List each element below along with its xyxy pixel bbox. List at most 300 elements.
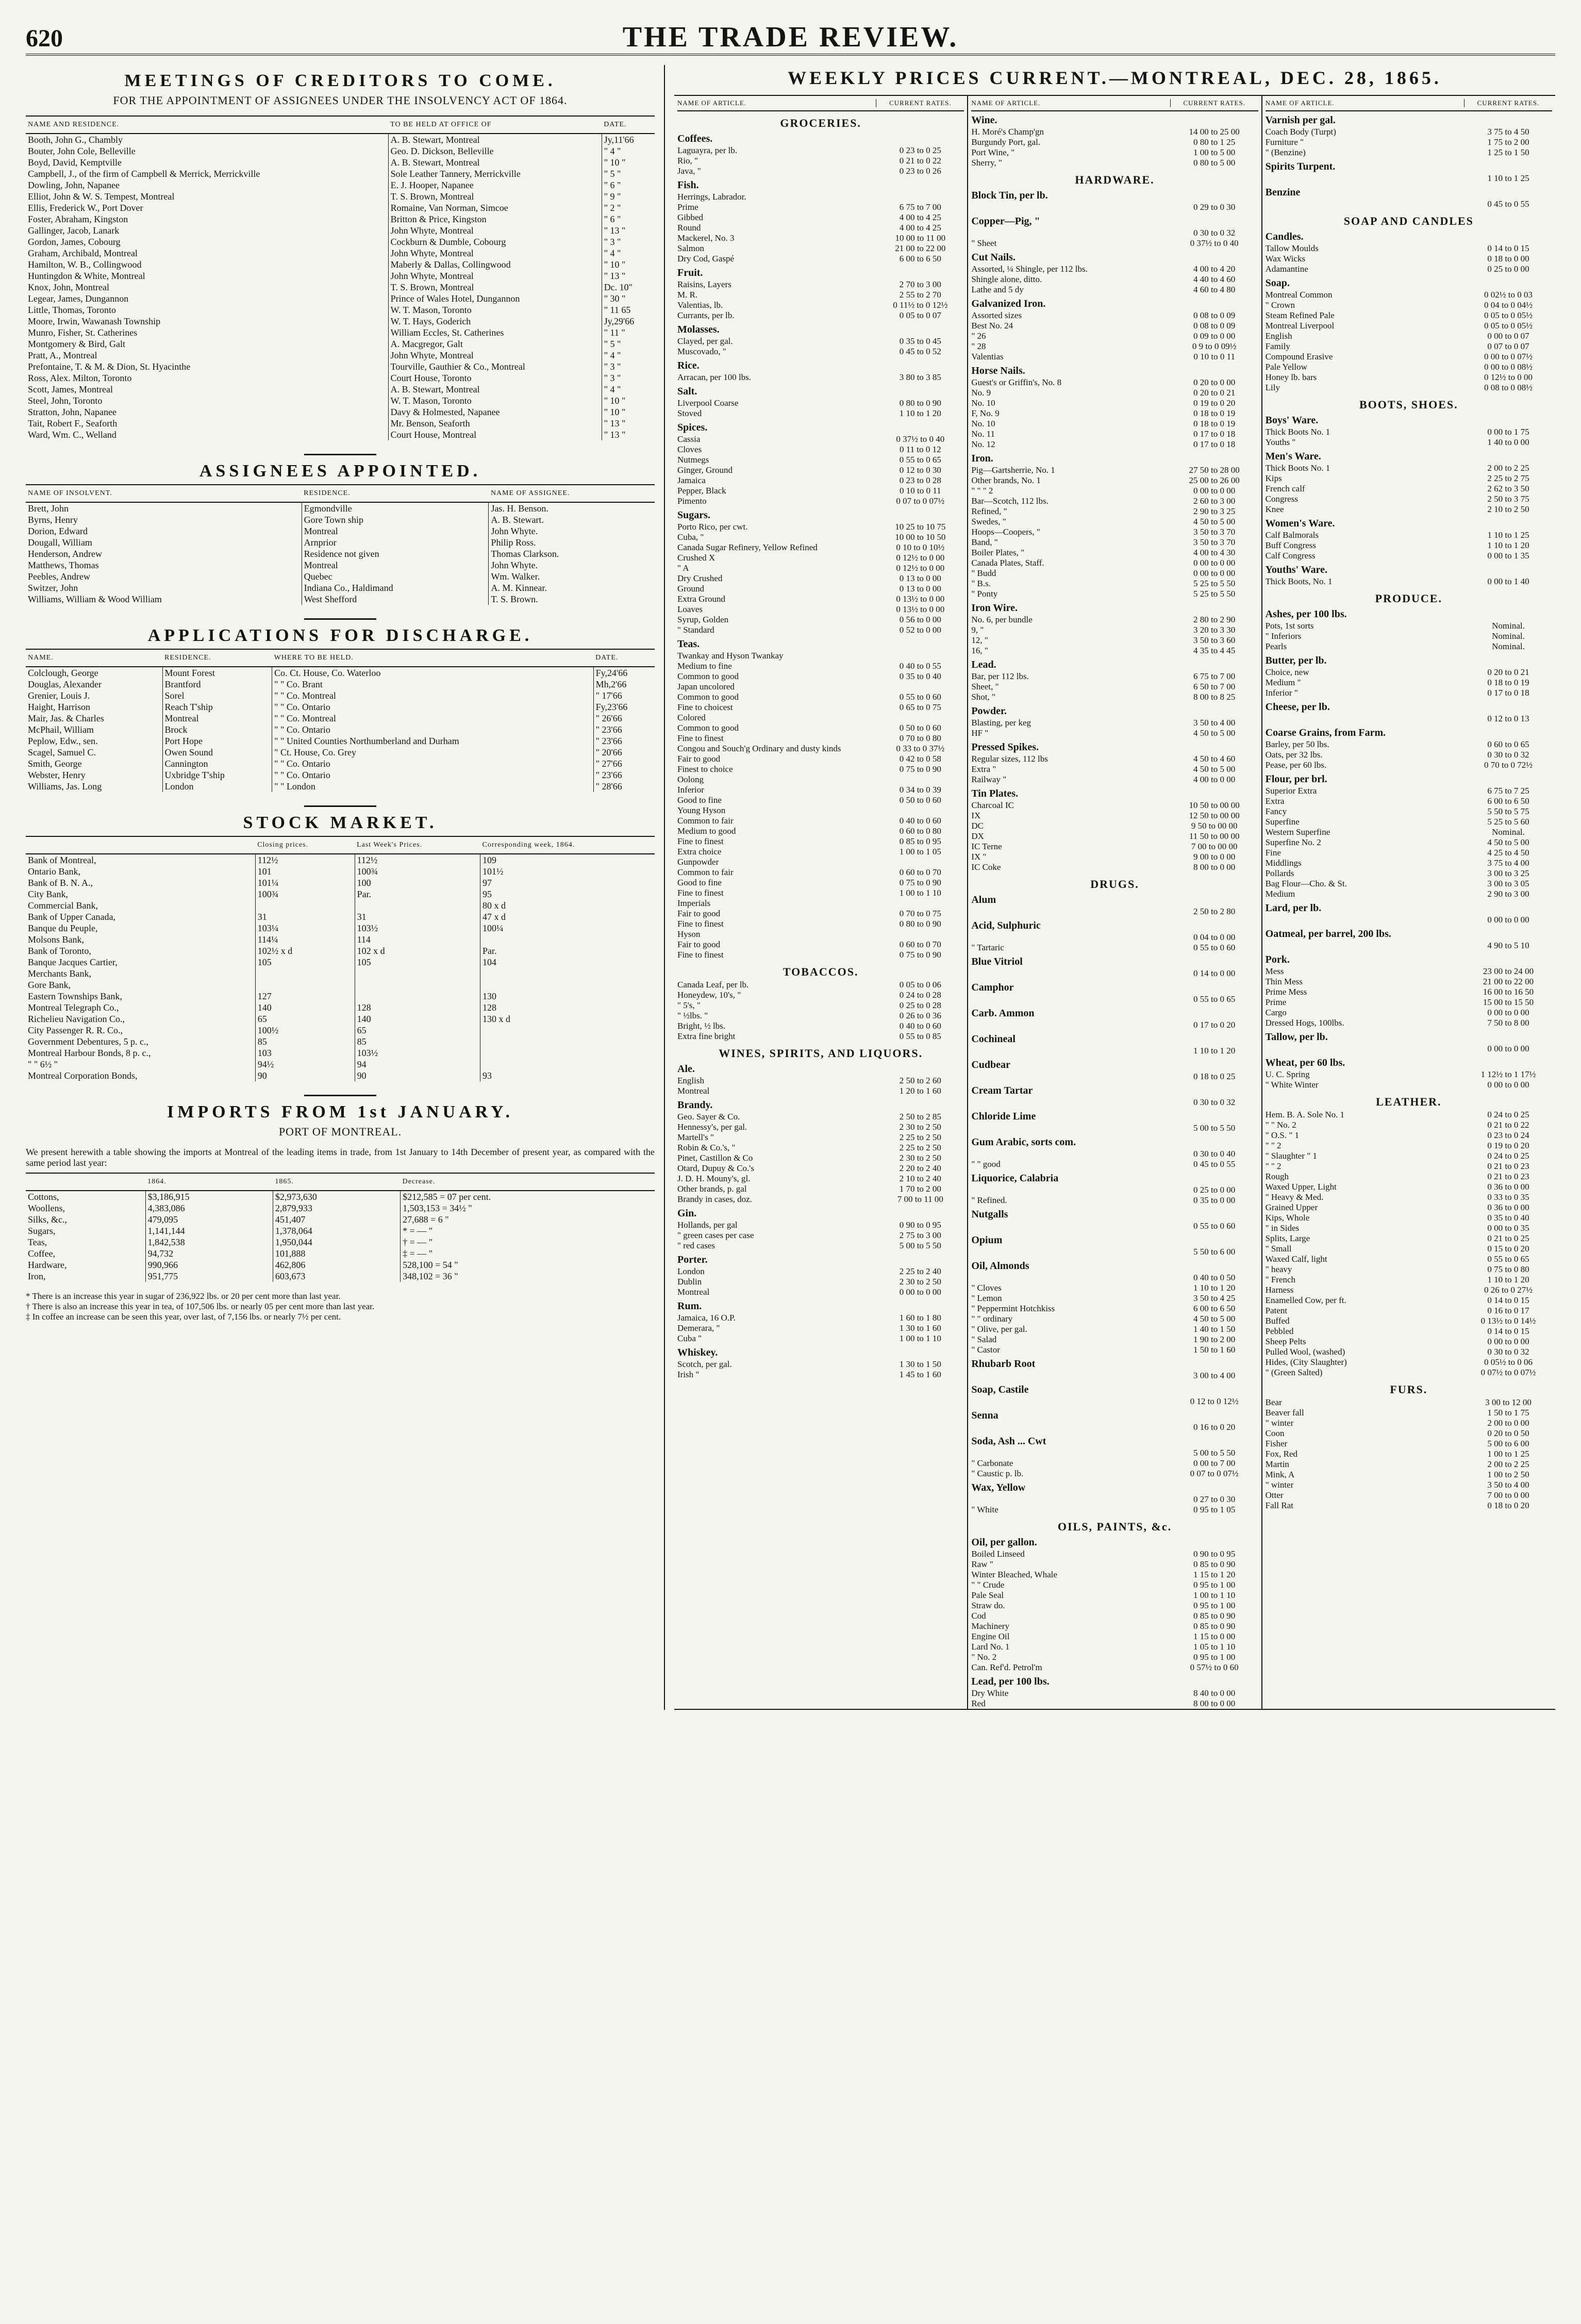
- table-row: [26, 248, 655, 259]
- discharge-column-header: WHERE TO BE HELD.: [272, 649, 593, 667]
- article-name: Japan uncolored: [677, 682, 735, 691]
- current-rate: 0 12½ to 0 00: [1484, 372, 1533, 382]
- price-item: [677, 919, 964, 929]
- page-header: [26, 21, 1555, 56]
- meetings-column-header: NAME AND RESIDENCE.: [26, 116, 388, 134]
- category-heading: Tallow, per lb.: [1265, 1031, 1328, 1043]
- price-item: [677, 909, 964, 919]
- price-item: [677, 290, 964, 300]
- price-item: [971, 811, 1258, 821]
- stock-cell: Montreal Telegraph Co.,: [28, 1002, 119, 1013]
- current-rate: 0 21 to 0 22: [899, 156, 941, 166]
- price-item: [1266, 1254, 1552, 1264]
- table-row: [26, 900, 655, 911]
- article-name: Cuba ": [677, 1333, 702, 1343]
- price-item: [677, 754, 964, 764]
- article-name: Java, ": [677, 166, 701, 176]
- category-heading: Camphor: [971, 982, 1014, 993]
- current-rate: [876, 898, 964, 909]
- current-rate: 0 70 to 0 72½: [1484, 760, 1533, 770]
- current-rate: 6 75 to 7 00: [899, 202, 941, 212]
- section-heading: SOAP AND CANDLES: [1343, 215, 1474, 227]
- category-heading: Youths' Ware.: [1265, 564, 1328, 575]
- current-rate: 4 50 to 5 00: [1193, 728, 1236, 738]
- article-name: [971, 1097, 1170, 1108]
- price-item: [1266, 977, 1552, 987]
- current-rates-header: CURRENT RATES.: [1464, 99, 1552, 107]
- current-rate: 0 00 to 0 00: [1487, 915, 1529, 925]
- article-name: " ½lbs. ": [677, 1011, 708, 1020]
- current-rate: 0 00 to 0 00: [1193, 486, 1236, 496]
- price-item: [1266, 437, 1552, 448]
- article-name: No. 6, per bundle: [971, 615, 1033, 624]
- current-rate: 0 19 to 0 20: [1487, 1141, 1529, 1150]
- price-item: [1266, 1285, 1552, 1295]
- meetings-cell: " 3 ": [602, 361, 655, 372]
- article-name: [971, 1123, 1170, 1133]
- article-name: Hyson: [677, 929, 701, 939]
- current-rate: 0 18 to 0 19: [1193, 408, 1236, 418]
- article-name: Assorted sizes: [971, 310, 1022, 320]
- price-item: [1266, 1120, 1552, 1130]
- price-item: [677, 223, 964, 233]
- discharge-column-header: RESIDENCE.: [162, 649, 272, 667]
- current-rate: 0 20 to 0 50: [1487, 1428, 1529, 1438]
- discharge-cell: " 26'66: [593, 713, 655, 724]
- discharge-cell: Sorel: [162, 690, 272, 701]
- current-rate: 0 00 to 0 07½: [1484, 352, 1533, 361]
- meetings-cell: Ross, Alex. Milton, Toronto: [28, 373, 132, 383]
- price-item: [1266, 641, 1552, 652]
- price-item: [1266, 817, 1552, 827]
- current-rate: 1 30 to 1 60: [899, 1323, 941, 1333]
- article-name: " No. 2: [971, 1652, 997, 1662]
- current-rate: 21 00 to 22 00: [1483, 977, 1534, 986]
- current-rate: 27 50 to 28 00: [1189, 465, 1240, 475]
- article-name: London: [677, 1266, 705, 1276]
- discharge-column-header: NAME.: [26, 649, 162, 667]
- category-heading: Lard, per lb.: [1265, 902, 1322, 914]
- price-item: [1266, 786, 1552, 796]
- current-rate: 0 16 to 0 17: [1487, 1306, 1529, 1315]
- price-item: [1266, 796, 1552, 806]
- current-rate: 4 60 to 4 80: [1193, 285, 1236, 294]
- current-rate: 0 09 to 0 00: [1193, 331, 1236, 341]
- meetings-cell: Romaine, Van Norman, Simcoe: [388, 202, 602, 213]
- article-name: Fine to finest: [677, 950, 724, 960]
- current-rate: 0 23 to 0 24: [1487, 1130, 1529, 1140]
- price-item: [1266, 806, 1552, 817]
- current-rate: 15 00 to 15 50: [1483, 997, 1534, 1007]
- assignees-cell: Montreal: [302, 525, 489, 537]
- discharge-cell: Smith, George: [28, 759, 82, 769]
- price-item: [1266, 1397, 1552, 1408]
- price-item: [971, 1699, 1258, 1709]
- current-rate: 0 08 to 0 08½: [1484, 383, 1533, 392]
- meetings-cell: " 6 ": [602, 213, 655, 225]
- stock-cell: 105: [355, 957, 480, 968]
- current-rate: 1 30 to 1 50: [899, 1359, 941, 1369]
- meetings-cell: " 11 65: [602, 304, 655, 316]
- article-name: Guest's or Griffin's, No. 8: [971, 377, 1062, 387]
- imports-cell: Woollens,: [28, 1203, 65, 1213]
- price-item: [1266, 254, 1552, 264]
- price-item: [1266, 1470, 1552, 1480]
- imports-cell: 4,383,086: [145, 1202, 273, 1214]
- stock-cell: Montreal Harbour Bonds, 8 p. c.,: [28, 1048, 151, 1058]
- price-item: [677, 1163, 964, 1174]
- article-name: J. D. H. Mouny's, gl.: [677, 1174, 751, 1183]
- current-rate: Nominal.: [1492, 827, 1525, 837]
- stock-cell: Bank of Montreal,: [28, 855, 96, 865]
- current-rate: 0 95 to 1 00: [1193, 1601, 1236, 1610]
- article-name: Mess: [1265, 966, 1284, 976]
- price-item: [677, 475, 964, 486]
- category-heading: Pork.: [1265, 954, 1290, 965]
- current-rate: 2 30 to 2 50: [899, 1153, 941, 1163]
- table-row: [26, 384, 655, 395]
- price-column-header: [971, 96, 1258, 111]
- article-name: Fair to good: [677, 754, 721, 764]
- article-name: Fine to choicest: [677, 702, 733, 712]
- price-item: [1266, 1044, 1552, 1054]
- article-name: [971, 1020, 1170, 1030]
- current-rate: 0 55 to 0 60: [1193, 943, 1236, 952]
- imports-cell: 1,503,153 = 34½ ": [401, 1202, 655, 1214]
- price-item: [1266, 915, 1552, 925]
- article-name: Finest to choice: [677, 764, 733, 774]
- stock-cell: [480, 1059, 655, 1070]
- price-item: [971, 1283, 1258, 1293]
- current-rate: 2 90 to 3 25: [1193, 506, 1236, 516]
- stock-cell: Banque Jacques Cartier,: [28, 957, 118, 967]
- assignees-cell: Arnprior: [302, 537, 489, 548]
- article-name: " O.S. " 1: [1265, 1130, 1300, 1140]
- price-item: [971, 548, 1258, 558]
- current-rate: 0 02½ to 0 03: [1484, 290, 1533, 300]
- current-rate: 2 25 to 2 75: [1487, 473, 1529, 483]
- article-name: Jamaica: [677, 475, 706, 485]
- current-rate: 0 23 to 0 26: [899, 166, 941, 176]
- article-name: Pinet, Castillon & Co: [677, 1153, 753, 1163]
- current-rate: 1 10 to 1 25: [1487, 530, 1529, 540]
- price-item: [1266, 714, 1552, 724]
- article-name: Fox, Red: [1265, 1449, 1297, 1459]
- stock-cell: 65: [255, 1013, 355, 1025]
- discharge-cell: Co. Ct. House, Co. Waterloo: [272, 667, 593, 679]
- category-heading: Tin Plates.: [971, 788, 1019, 799]
- article-name: [971, 1396, 1170, 1407]
- article-name: Cargo: [1265, 1008, 1287, 1017]
- article-name: Rio, ": [677, 156, 698, 166]
- price-item: [1266, 147, 1552, 158]
- current-rate: 1 15 to 0 00: [1193, 1631, 1236, 1641]
- imports-cell: 1,950,044: [273, 1237, 400, 1248]
- price-item: [971, 1273, 1258, 1283]
- article-name: Pease, per 60 lbs.: [1265, 760, 1327, 770]
- article-name: Raisins, Layers: [677, 279, 731, 289]
- current-rate: 0 07 to 0 07½: [896, 496, 945, 506]
- table-row: [26, 594, 655, 605]
- price-item: [677, 692, 964, 702]
- article-name: " Budd: [971, 568, 996, 578]
- category-heading: Oil, Almonds: [971, 1260, 1029, 1272]
- current-rate: 0 27 to 0 30: [1193, 1494, 1236, 1504]
- price-item: [971, 1559, 1258, 1570]
- price-item: [1266, 858, 1552, 868]
- imports-cell: † = — ": [401, 1237, 655, 1248]
- meetings-cell: Jy,11'66: [602, 134, 655, 145]
- discharge-cell: " 27'66: [593, 758, 655, 769]
- price-item: [1266, 1367, 1552, 1378]
- price-item: [677, 434, 964, 444]
- price-item: [971, 341, 1258, 352]
- price-column: [674, 96, 967, 1709]
- category-heading: Men's Ware.: [1265, 451, 1321, 462]
- article-name: No. 11: [971, 429, 995, 439]
- imports-cell: 451,407: [273, 1214, 400, 1225]
- table-row: [26, 690, 655, 701]
- current-rate: 0 30 to 0 40: [1193, 1149, 1236, 1159]
- category-heading: Porter.: [677, 1254, 708, 1265]
- current-rate: 3 00 to 4 00: [1193, 1371, 1236, 1380]
- price-item: [971, 1046, 1258, 1056]
- current-rate: 1 00 to 1 25: [1487, 1449, 1529, 1459]
- assignees-cell: A. B. Stewart.: [489, 514, 655, 525]
- discharge-cell: Owen Sound: [162, 747, 272, 758]
- article-name: IC Terne: [971, 842, 1002, 851]
- article-name: Swedes, ": [971, 517, 1006, 526]
- article-name: Blasting, per keg: [971, 718, 1031, 728]
- current-rate: 0 34 to 0 39: [899, 785, 941, 795]
- category-heading: Soda, Ash ... Cwt: [971, 1436, 1046, 1447]
- table-row: [26, 1013, 655, 1025]
- price-column-header: [677, 96, 964, 111]
- assignees-cell: John Whyte.: [489, 525, 655, 537]
- current-rate: 1 45 to 1 60: [899, 1370, 941, 1379]
- current-rate: 0 52 to 0 00: [899, 625, 941, 635]
- meetings-cell: W. T. Mason, Toronto: [388, 304, 602, 316]
- table-row: [26, 134, 655, 145]
- price-item: [1266, 1141, 1552, 1151]
- category-heading: Senna: [971, 1410, 998, 1421]
- meetings-cell: " 10 ": [602, 395, 655, 406]
- price-item: [1266, 750, 1552, 760]
- current-rate: 0 17 to 0 20: [1193, 1020, 1236, 1030]
- category-heading: Cochineal: [971, 1033, 1016, 1045]
- imports-cell: 479,095: [145, 1214, 273, 1225]
- price-item: [1266, 827, 1552, 837]
- meetings-cell: T. S. Brown, Montreal: [388, 282, 602, 293]
- current-rate: 0 14 to 0 15: [1487, 1295, 1529, 1305]
- price-item: [971, 1601, 1258, 1611]
- current-rate: 0 45 to 0 52: [899, 347, 941, 356]
- current-rate: 4 90 to 5 10: [1487, 941, 1529, 950]
- current-rate: [876, 805, 964, 816]
- current-rate: 0 18 to 0 00: [1487, 254, 1529, 263]
- discharge-cell: Port Hope: [162, 735, 272, 747]
- price-item: [1266, 551, 1552, 561]
- table-row: [26, 282, 655, 293]
- current-rate: [876, 774, 964, 785]
- meetings-cell: A. B. Stewart, Montreal: [388, 134, 602, 145]
- article-name: " Slaughter " 1: [1265, 1151, 1317, 1161]
- article-name: Straw do.: [971, 1601, 1005, 1610]
- article-name: Lily: [1265, 383, 1280, 392]
- stock-table: [26, 836, 655, 1081]
- current-rate: 0 20 to 0 00: [1193, 377, 1236, 387]
- article-name: Common to good: [677, 692, 739, 702]
- article-name: Calf Congress: [1265, 551, 1316, 561]
- price-item: [1266, 1151, 1552, 1161]
- stock-cell: Commercial Bank,: [28, 900, 98, 911]
- current-rate: 0 85 to 0 90: [1193, 1621, 1236, 1631]
- article-name: Western Superfine: [1265, 827, 1330, 837]
- current-rate: 4 00 to 4 30: [1193, 548, 1236, 557]
- stock-cell: [480, 1036, 655, 1047]
- imports-notes: [26, 1291, 655, 1322]
- price-item: [1266, 1501, 1552, 1511]
- current-rate: 0 10 to 0 11: [1193, 352, 1235, 361]
- meetings-cell: Mr. Benson, Seaforth: [388, 418, 602, 429]
- article-name: [971, 1149, 1170, 1159]
- price-item: [971, 1652, 1258, 1662]
- price-item: [971, 800, 1258, 811]
- meetings-cell: Dowling, John, Napanee: [28, 180, 120, 190]
- article-name: French calf: [1265, 484, 1305, 493]
- current-rate: 0 05 to 0 05½: [1484, 310, 1533, 320]
- price-item: [1266, 504, 1552, 515]
- current-rate: 1 00 to 1 10: [1193, 1590, 1236, 1600]
- current-rate: 25 00 to 26 00: [1189, 475, 1240, 485]
- current-rate: 2 55 to 2 70: [899, 290, 941, 300]
- current-rate: 0 60 to 0 70: [899, 940, 941, 949]
- article-name: Muscovado, ": [677, 347, 726, 356]
- current-rate: 0 33 to 0 37½: [896, 744, 945, 753]
- imports-cell: 528,100 = 54 ": [401, 1259, 655, 1271]
- price-item: [971, 496, 1258, 506]
- article-name: Mackerel, No. 3: [677, 233, 735, 243]
- stock-header-row: [26, 836, 655, 854]
- price-item: [1266, 1008, 1552, 1018]
- article-name: Pale Seal: [971, 1590, 1004, 1600]
- meetings-cell: Court House, Montreal: [388, 429, 602, 440]
- price-item: [971, 238, 1258, 249]
- page-title: THE TRADE REVIEW.: [622, 21, 959, 53]
- current-rate: 0 75 to 0 90: [899, 764, 941, 774]
- table-row: [26, 934, 655, 945]
- article-name: Fall Rat: [1265, 1501, 1293, 1510]
- article-name: Robin & Co.'s, ": [677, 1143, 736, 1152]
- category-heading: Cream Tartar: [971, 1085, 1033, 1096]
- current-rate: 4 50 to 5 00: [1193, 517, 1236, 526]
- section-heading: DRUGS.: [1090, 878, 1139, 891]
- meetings-cell: " 10 ": [602, 259, 655, 270]
- article-name: Congress: [1265, 494, 1298, 504]
- current-rate: 1 10 to 1 25: [1487, 173, 1529, 183]
- stock-cell: 94: [355, 1059, 480, 1070]
- article-name: 16, ": [971, 646, 988, 655]
- article-name: M. R.: [677, 290, 698, 300]
- current-rate: 0 36 to 0 00: [1487, 1182, 1529, 1192]
- current-rate: 0 55 to 0 60: [1193, 1221, 1236, 1231]
- article-name: Cuba, ": [677, 532, 704, 542]
- stock-cell: Montreal Corporation Bonds,: [28, 1070, 138, 1081]
- current-rate: 0 23 to 0 25: [899, 145, 941, 155]
- article-name: Inferior ": [1265, 688, 1298, 698]
- price-item: [677, 980, 964, 990]
- meetings-cell: Munro, Fisher, St. Catherines: [28, 327, 138, 338]
- price-item: [1266, 848, 1552, 858]
- article-name: F, No. 9: [971, 408, 1000, 418]
- current-rate: 1 70 to 2 00: [899, 1184, 941, 1194]
- meetings-cell: Gallinger, Jacob, Lanark: [28, 225, 120, 236]
- assignees-cell: John Whyte.: [489, 559, 655, 571]
- article-name: No. 10: [971, 398, 995, 408]
- article-name: Martell's ": [677, 1132, 714, 1142]
- price-item: [1266, 352, 1552, 362]
- category-heading: Fruit.: [677, 267, 703, 278]
- stock-cell: 80 x d: [480, 900, 655, 911]
- stock-cell: 100½: [255, 1025, 355, 1036]
- category-heading: Butter, per lb.: [1265, 655, 1327, 666]
- price-item: [1266, 530, 1552, 540]
- article-name: Extra Ground: [677, 594, 726, 604]
- article-name: Prime Mess: [1265, 987, 1307, 997]
- stock-cell: [255, 968, 355, 979]
- article-name: Hennessy's, per gal.: [677, 1122, 747, 1132]
- article-name: " Heavy & Med.: [1265, 1192, 1324, 1202]
- table-row: [26, 338, 655, 350]
- current-rate: 2 00 to 2 25: [1487, 463, 1529, 473]
- price-item: [677, 553, 964, 563]
- article-name: Hollands, per gal: [677, 1220, 738, 1230]
- category-heading: Gin.: [677, 1208, 697, 1219]
- table-row: [26, 559, 655, 571]
- table-row: [26, 758, 655, 769]
- stock-cell: 105: [255, 957, 355, 968]
- price-item: [1266, 1337, 1552, 1347]
- category-heading: Boys' Ware.: [1265, 415, 1319, 426]
- current-rate: 6 00 to 6 50: [1193, 1304, 1236, 1313]
- meetings-cell: Jy,29'66: [602, 316, 655, 327]
- price-item: [677, 243, 964, 254]
- price-item: [677, 1323, 964, 1333]
- meetings-cell: " 13 ": [602, 418, 655, 429]
- current-rate: 2 00 to 0 00: [1487, 1418, 1529, 1428]
- article-name: " " " 2: [971, 486, 993, 496]
- current-rate: 0 12 to 0 30: [899, 465, 941, 475]
- stock-cell: 114¼: [255, 934, 355, 945]
- discharge-cell: Uxbridge T'ship: [162, 769, 272, 781]
- price-item: [971, 1494, 1258, 1505]
- article-name: " Ponty: [971, 589, 998, 599]
- current-rate: 0 25 to 0 28: [899, 1000, 941, 1010]
- imports-cell: 348,102 = 36 ": [401, 1271, 655, 1282]
- table-row: [26, 213, 655, 225]
- current-rate: 4 35 to 4 45: [1193, 646, 1236, 655]
- current-rate: 0 30 to 0 32: [1487, 1347, 1529, 1357]
- weekly-prices-grid: [674, 95, 1555, 1710]
- article-name: Kips: [1265, 473, 1282, 483]
- current-rate: 2 70 to 3 00: [899, 279, 941, 289]
- current-rate: 0 20 to 0 21: [1193, 388, 1236, 398]
- category-heading: Powder.: [971, 705, 1007, 717]
- price-item: [1266, 1172, 1552, 1182]
- price-item: [971, 558, 1258, 568]
- price-item: [1266, 372, 1552, 383]
- current-rate: 0 26 to 0 27½: [1484, 1285, 1533, 1295]
